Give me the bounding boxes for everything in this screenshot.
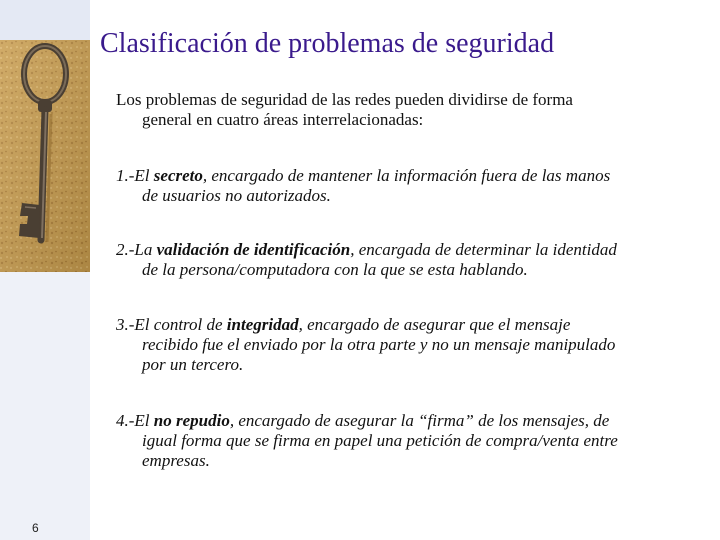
page-number: 6 <box>32 521 39 535</box>
intro-line-2: general en cuatro áreas interrelacionadas: <box>142 110 424 129</box>
intro-paragraph <box>116 90 696 130</box>
sidebar-header-band <box>0 0 90 40</box>
item-line-2: de usuarios no autorizados. <box>142 186 331 205</box>
item-line-1-rest: , encargado de asegurar la “firma” de los mensajes, de <box>229 411 610 430</box>
list-item-no-repudio <box>116 411 708 471</box>
item-line-1-rest: , encargado de asegurar que el mensaje <box>298 315 571 334</box>
item-line-2: recibido fue el enviado por la otra parte y no un mensaje manipulado <box>142 335 616 354</box>
item-prefix: 1.-El <box>116 166 154 185</box>
slide-title: Clasificación de problemas de seguridad <box>100 28 555 59</box>
key-photo <box>0 40 90 272</box>
list-item-integridad <box>116 315 708 375</box>
list-item-validacion <box>116 240 708 280</box>
item-line-1-rest: , encargada de determinar la identidad <box>350 240 617 259</box>
item-prefix: 4.-El <box>116 411 154 430</box>
item-prefix: 3.-El control de <box>116 315 227 334</box>
item-term: no repudio <box>153 411 230 430</box>
intro-line-1: Los problemas de seguridad de las redes pueden dividirse de forma <box>116 90 573 109</box>
item-prefix: 2.-La <box>116 240 157 259</box>
left-sidebar <box>0 0 90 540</box>
item-line-2: de la persona/computadora con la que se esta hablando. <box>142 260 528 279</box>
list-item-secreto <box>116 166 708 206</box>
item-term: validación de identificación <box>156 240 351 259</box>
item-line-3: por un tercero. <box>142 355 244 374</box>
item-line-2: igual forma que se firma en papel una petición de compra/venta entre <box>142 431 618 450</box>
item-term: integridad <box>226 315 299 334</box>
item-line-1-rest: , encargado de mantener la información fuera de las manos <box>202 166 611 185</box>
item-line-3: empresas. <box>142 451 210 470</box>
item-term: secreto <box>153 166 203 185</box>
old-key-icon <box>0 40 90 272</box>
